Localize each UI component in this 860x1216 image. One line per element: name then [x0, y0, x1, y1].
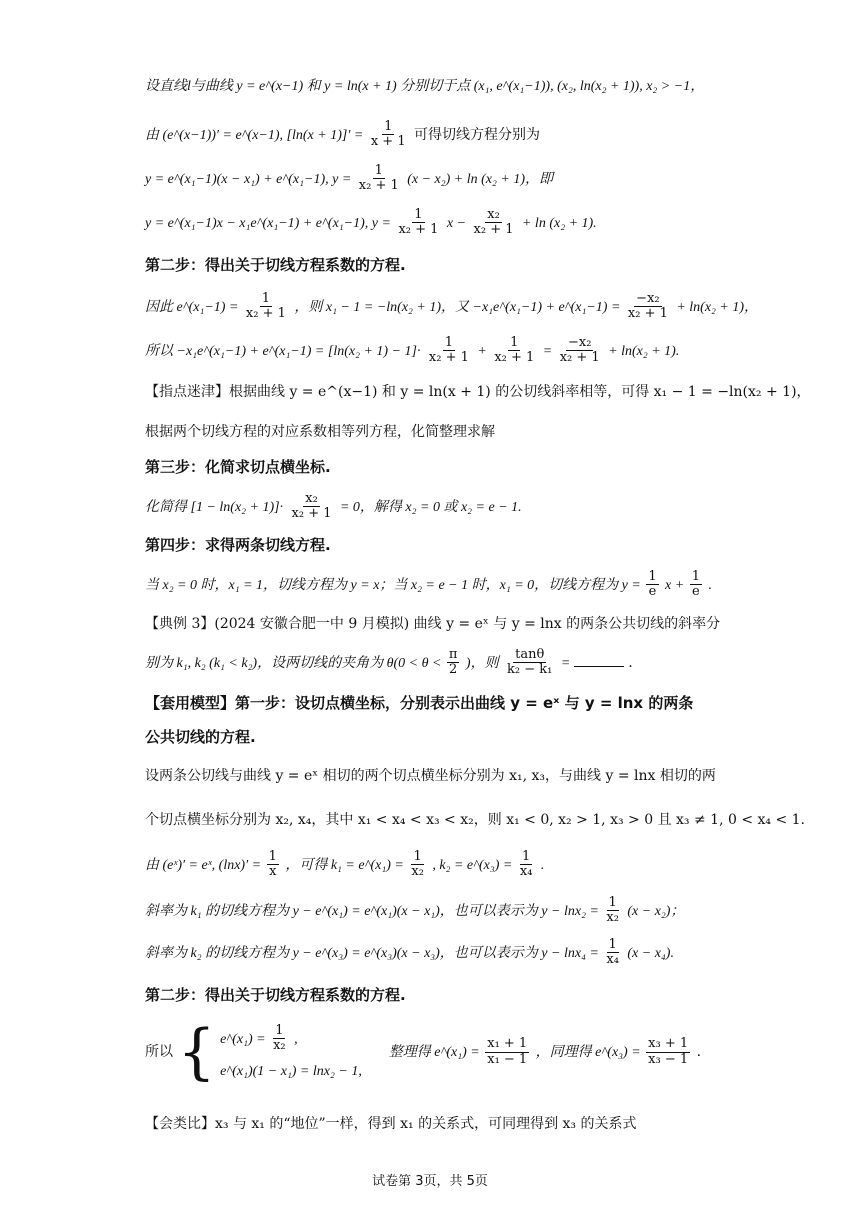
math-line: 设直线l与曲线 y = e^(x−1) 和 y = ln(x + 1) 分别切于点 (x₁, e^(x₁−1)), (x₂, ln(x₂ + 1)), x₂ > −1，: [145, 79, 705, 94]
fraction: [472, 208, 516, 238]
text-line: [145, 492, 522, 522]
answer-blank: [574, 666, 624, 667]
math-text: 由 (e^(x−1))′ = e^(x−1), [ln(x + 1)]′ =: [145, 127, 367, 143]
numerator: −x₂: [636, 291, 660, 306]
denominator: x₄: [606, 952, 619, 968]
denominator: x₂: [606, 910, 619, 926]
numerator: 1: [413, 849, 422, 864]
math-text: x −: [446, 215, 470, 231]
numerator: x₁ + 1: [487, 1036, 528, 1052]
denominator: x₂: [411, 864, 424, 880]
denominator: x: [269, 864, 277, 880]
fraction: [626, 292, 670, 322]
system-row: [220, 1024, 362, 1054]
numerator: 1: [384, 119, 393, 134]
numerator: π: [448, 647, 458, 662]
numerator: 1: [374, 163, 383, 178]
math-text: .: [708, 577, 712, 593]
numerator: 1: [414, 207, 423, 222]
denominator: x₂ + 1: [494, 350, 535, 366]
model-heading: 公共切线的方程.: [145, 728, 256, 746]
denominator: x₂ + 1: [245, 306, 286, 322]
denominator: x₂ + 1: [428, 350, 469, 366]
fraction: [427, 336, 471, 366]
math-text: .: [540, 857, 545, 873]
fraction: [690, 570, 702, 600]
math-text: 由 (eˣ)′ = eˣ, (lnx)′ =: [145, 857, 265, 873]
denominator: x₂ + 1: [627, 306, 668, 322]
text-line: [145, 938, 674, 968]
math-text: 整理得 e^(x₁) =: [388, 1045, 484, 1061]
text-line: [145, 208, 597, 238]
math-text: 因此 e^(x₁−1) =: [145, 299, 242, 315]
page-footer: 试卷第 3页，共 5页: [372, 1174, 488, 1189]
fraction: [267, 850, 279, 880]
math-text: 所以 −x₁e^(x₁−1) + e^(x₁−1) = [ln(x₂ + 1) − 1]·: [145, 343, 421, 359]
fraction: [409, 850, 426, 880]
numerator: 1: [510, 335, 519, 350]
text-line: [145, 78, 704, 96]
fraction: [396, 208, 440, 238]
fraction: [357, 164, 401, 194]
numerator: x₃ + 1: [648, 1036, 689, 1052]
math-text: + ln(x₂ + 1)，: [676, 299, 759, 315]
hint-line: 【指点迷津】根据曲线 y = e^(x−1) 和 y = ln(x + 1) 的公切线斜率相等，可得 x₁ − 1 = −ln(x₂ + 1)，: [145, 384, 811, 400]
fraction: [604, 938, 621, 968]
math-text: + ln (x₂ + 1).: [521, 215, 597, 231]
equation-system: [145, 1017, 702, 1088]
text-line: [145, 850, 544, 880]
brace-symbol: {: [177, 1017, 216, 1088]
text: .: [628, 654, 633, 671]
math-text: y = e^(x₁−1)x − x₁e^(x₁−1) + e^(x₁−1), y =: [145, 215, 395, 231]
math-text: y = e^(x₁−1)(x − x₁) + e^(x₁−1), y =: [145, 171, 355, 187]
math-text: 化简得 [1 − ln(x₂ + 1)]·: [145, 499, 284, 515]
numerator: 1: [268, 849, 277, 864]
denominator: e: [692, 584, 700, 600]
math-text: (x − x₂)；: [627, 903, 685, 919]
text: 可得切线方程分别为: [414, 126, 541, 143]
math-text: , k₂ = e^(x₃) =: [432, 857, 516, 873]
fraction: [646, 1037, 690, 1067]
math-text: ，则 x₁ − 1 = −ln(x₂ + 1)，又 −x₁e^(x₁−1) + e^(x₁−1) =: [294, 299, 624, 315]
numerator: x₂: [487, 207, 500, 222]
numerator: 1: [522, 849, 531, 864]
text-line: [145, 336, 679, 366]
math-text: =: [542, 343, 556, 359]
denominator: x₂: [273, 1038, 286, 1054]
math-text: 斜率为 k₂ 的切线方程为 y − e^(x₃) = e^(x₃)(x − x₃)，也可以表示为 y − lnx₄ =: [145, 945, 603, 961]
fraction: [485, 1037, 529, 1067]
fraction: [447, 648, 460, 678]
denominator: x₄: [519, 864, 533, 880]
hint-line: 根据两个切线方程的对应系数相等列方程，化简整理求解: [145, 424, 495, 440]
denominator: x₂ + 1: [473, 222, 514, 238]
math-text: = 0，解得 x₂ = 0 或 x₂ = e − 1.: [339, 499, 522, 515]
fraction: [558, 336, 602, 366]
text-line: [145, 648, 633, 678]
text-line: 个切点横坐标分别为 x₂, x₄，其中 x₁ < x₄ < x₃ < x₂，则 x₁ < 0, x₂ > 1, x₃ > 0 且 x₃ ≠ 1, 0 < x₄ < 1.: [145, 812, 806, 828]
denominator: x₂ + 1: [358, 178, 399, 194]
numerator: 1: [275, 1023, 284, 1038]
numerator: 1: [608, 937, 617, 952]
math-text: + ln(x₂ + 1).: [608, 343, 680, 359]
denominator: x₁ − 1: [487, 1051, 528, 1067]
math-text: 别为 k₁, k₂ (k₁ < k₂)，设两切线的夹角为 θ(0 < θ <: [145, 655, 445, 671]
denominator: x₂ + 1: [291, 506, 332, 522]
text-line: [145, 120, 540, 150]
denominator: x₂ + 1: [559, 350, 600, 366]
math-text: e^(x₁) =: [220, 1031, 270, 1047]
math-text: ，可得 k₁ = e^(x₁) =: [285, 857, 408, 873]
denominator: k₂ − k₁: [507, 662, 553, 678]
fraction: [290, 492, 334, 522]
fraction: [505, 648, 554, 678]
math-text: 当 x₂ = 0 时，x₁ = 1，切线方程为 y = x；当 x₂ = e − 1 时，x₁ = 0，切线方程为 y =: [145, 577, 645, 593]
text-line: [145, 164, 553, 194]
step-heading: 第四步：求得两条切线方程.: [145, 536, 331, 554]
fraction: [518, 850, 535, 880]
text: .: [696, 1044, 702, 1061]
math-text: (x − x₄).: [627, 945, 674, 961]
denominator: x + 1: [370, 134, 406, 150]
denominator: x₂ + 1: [398, 222, 439, 238]
numerator: −x₂: [567, 335, 592, 350]
text-line: [145, 570, 712, 600]
math-text: ，同理得 e^(x₃) =: [535, 1045, 645, 1061]
math-text: =: [560, 655, 574, 671]
math-text: 斜率为 k₁ 的切线方程为 y − e^(x₁) = e^(x₁)(x − x₁)，也可以表示为 y − lnx₂ =: [145, 903, 603, 919]
text-line: 设两条公切线与曲线 y = eˣ 相切的两个切点横坐标分别为 x₁, x₃，与曲线 y = lnx 相切的两: [145, 768, 716, 784]
numerator: 1: [444, 335, 454, 350]
numerator: 1: [608, 895, 617, 910]
numerator: 1: [648, 569, 657, 584]
numerator: tanθ: [515, 647, 545, 662]
step-heading: 第二步：得出关于切线方程系数的方程.: [145, 986, 406, 1004]
numerator: 1: [691, 569, 700, 584]
math-text: )，则: [465, 655, 499, 671]
fraction: [271, 1024, 288, 1054]
fraction: [646, 570, 658, 600]
math-text: (x − x₂) + ln (x₂ + 1)，即: [407, 171, 553, 187]
text: 所以: [145, 1044, 173, 1061]
step-heading: 第三步：化简求切点横坐标.: [145, 458, 331, 476]
fraction: [369, 120, 408, 150]
system-rows: [220, 1024, 362, 1080]
example-line: 【典例 3】(2024 安徽合肥一中 9 月模拟) 曲线 y = eˣ 与 y = lnx 的两条公共切线的斜率分: [145, 616, 721, 632]
denominator: e: [648, 584, 657, 600]
text-line: [145, 292, 758, 322]
step-heading: 第二步：得出关于切线方程系数的方程.: [145, 256, 406, 274]
math-text: ,: [294, 1031, 298, 1047]
fraction: [492, 336, 536, 366]
numerator: 1: [261, 291, 271, 306]
denominator: x₃ − 1: [648, 1051, 689, 1067]
numerator: x₂: [305, 491, 318, 506]
fraction: [244, 292, 288, 322]
denominator: 2: [449, 662, 458, 678]
math-text: +: [477, 343, 491, 359]
text-line: [145, 896, 684, 926]
hint-line: 【会类比】x₃ 与 x₁ 的“地位”一样，得到 x₁ 的关系式，可同理得到 x₃ 的关系式: [145, 1116, 637, 1132]
fraction: [604, 896, 621, 926]
model-heading: 【套用模型】第一步：设切点横坐标，分别表示出曲线 y = eˣ 与 y = lnx 的两条: [145, 694, 694, 712]
math-text: x +: [665, 577, 688, 593]
system-row: e^(x₁)(1 − x₁) = lnx₂ − 1,: [220, 1063, 362, 1079]
